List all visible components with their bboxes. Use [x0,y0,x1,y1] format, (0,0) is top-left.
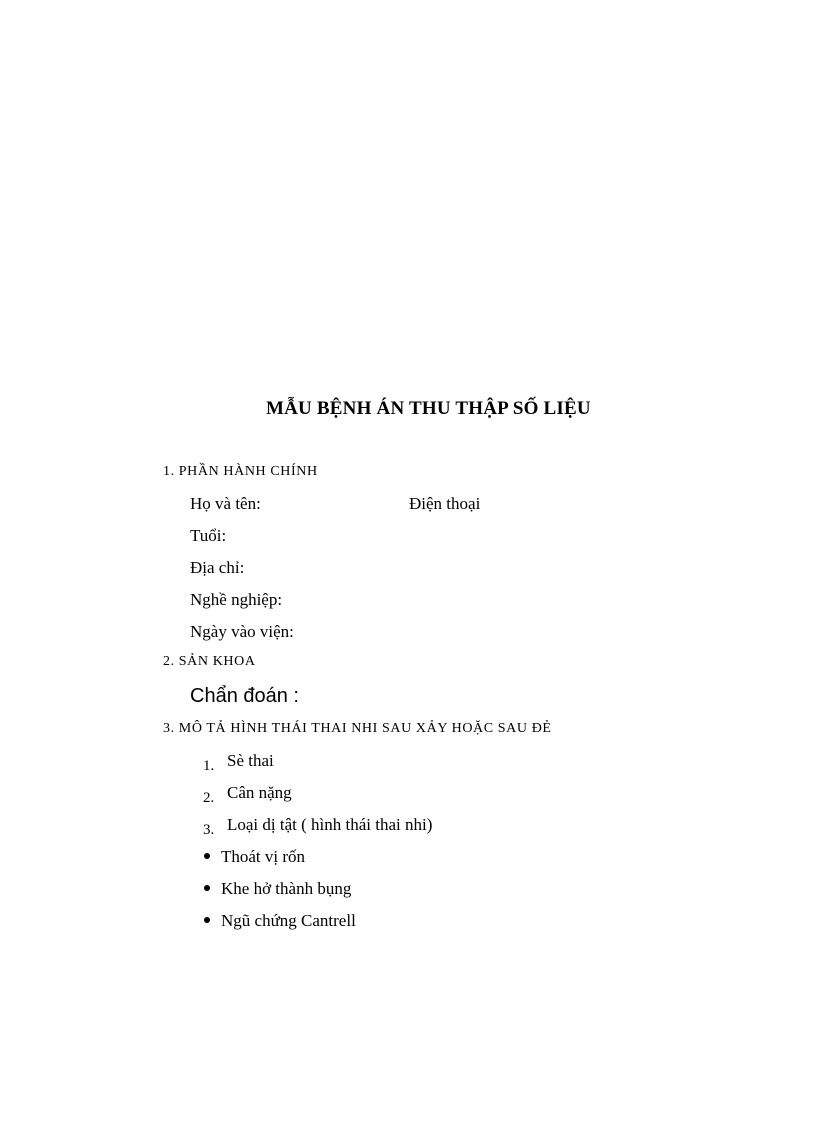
phone-field-label: Điện thoại [409,494,481,513]
bullet-item-text: Khe hở thành bụng [221,879,352,898]
age-field-label: Tuổi: [190,526,227,545]
document-title: MẪU BỆNH ÁN THU THẬP SỐ LIỆU [266,398,591,419]
address-field-label: Địa chỉ: [190,558,245,577]
bullet-icon [204,885,210,891]
section-3-heading: 3. MÔ TẢ HÌNH THÁI THAI NHI SAU XẢY HOẶC SAU ĐẺ [163,721,552,736]
list-item-number: 1. [203,758,215,774]
section-2-heading: 2. SẢN KHOA [163,654,256,669]
bullet-icon [204,853,210,859]
name-field-label: Họ và tên: [190,494,261,513]
occupation-field-label: Nghề nghiệp: [190,590,283,609]
list-item-number: 2. [203,790,215,806]
list-item-text: Loại dị tật ( hình thái thai nhi) [227,815,433,834]
bullet-item-text: Ngũ chứng Cantrell [221,911,356,930]
section-1-heading: 1. PHẦN HÀNH CHÍNH [163,464,318,479]
list-item-text: Sè thai [227,751,274,770]
admission-date-field-label: Ngày vào viện: [190,622,294,641]
list-item-text: Cân nặng [227,783,292,802]
diagnosis-field-label: Chẩn đoán : [190,685,299,707]
bullet-item-text: Thoát vị rốn [221,847,306,866]
list-item-number: 3. [203,822,215,838]
bullet-icon [204,917,210,923]
